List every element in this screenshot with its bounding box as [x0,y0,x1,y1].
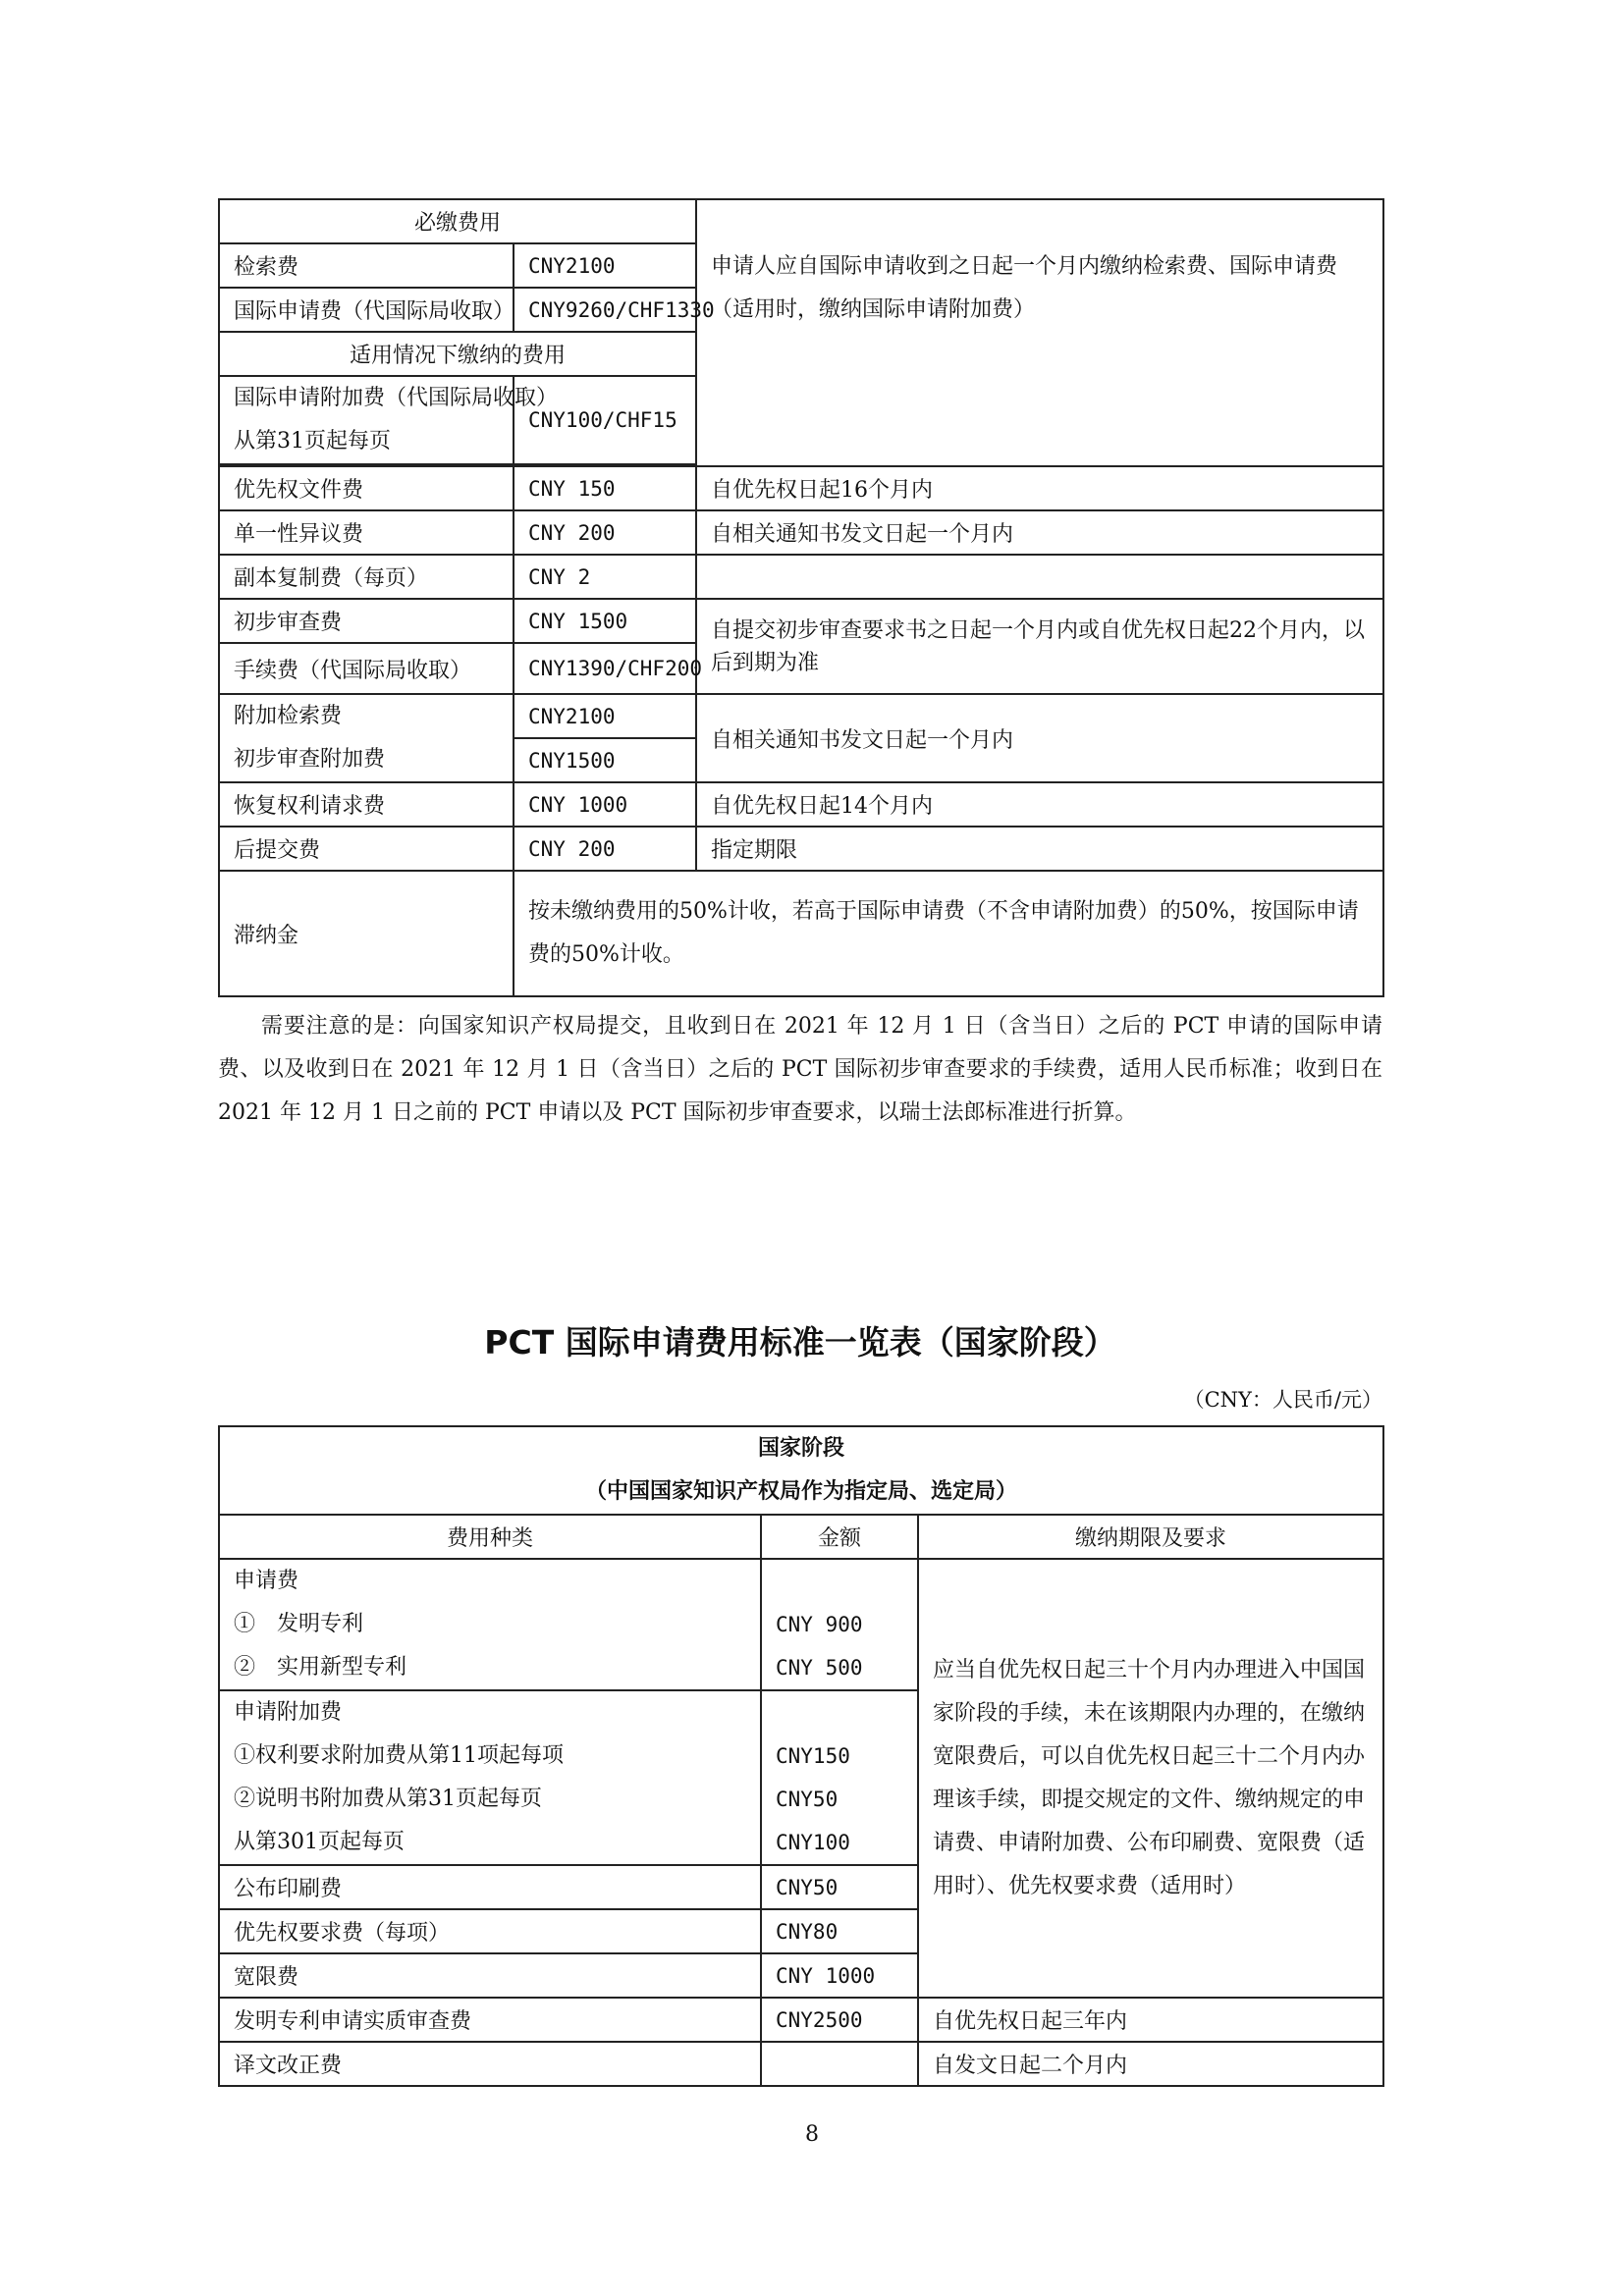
table-header-row [219,1515,1383,1559]
fee-group-title: 申请附加费 [234,1700,343,1725]
note-paragraph: 需要注意的是：向国家知识产权局提交，且收到日在 2021 年 12 月 1 日（含当日）之后的 PCT 申请的国际申请费、以及收到日在 2021 年 12 月 1 日（含当日）之后的 PCT 国际初步审查要求的手续费，适用人民币标准；收到日在 2021 年 12 月 1 日之前的 PCT 申请以及 PCT 国际初步审查要求，以瑞士法郎标准进行折算。 [218,1014,1382,1125]
fee-deadline: 自优先权日起16个月内 [696,466,1383,510]
fee-name: 检索费 [219,243,514,288]
table-row [219,871,1383,996]
fee-name: 手续费（代国际局收取） [219,643,514,694]
fee-deadline: 自发文日起二个月内 [918,2042,1383,2086]
fee-item: ① 发明专利 [234,1612,364,1636]
fee-table-international [218,198,1384,997]
fee-name-line: 初步审查附加费 [234,747,386,772]
fee-deadline: 自相关通知书发文日起一个月内 [696,510,1383,555]
required-fees-header: 必缴费用 [219,199,696,243]
fee-deadline: 指定期限 [696,827,1383,871]
fee-item-amount: CNY 900 [776,1613,863,1636]
fee-name: 滞纳金 [219,871,514,996]
table-row [219,510,1383,555]
fee-name-line: 附加检索费 [234,704,343,728]
fee-item: ②说明书附加费从第31页起每页 [234,1787,542,1811]
table-row [219,599,1383,643]
fee-amount [761,1559,918,1690]
page-number: 8 [805,2122,819,2147]
table-row [219,466,1383,510]
fee-name [219,376,559,464]
page-title: PCT 国际申请费用标准一览表（国家阶段） [484,1323,1116,1362]
fee-amount: CNY1500 [514,738,696,782]
fee-amount: CNY1390/CHF200 [514,643,696,694]
fee-amount: CNY2100 [514,694,696,738]
column-header-deadline: 缴纳期限及要求 [918,1515,1383,1559]
fee-name: 优先权文件费 [219,466,514,510]
fee-name: 单一性异议费 [219,510,514,555]
fee-name: 译文改正费 [219,2042,761,2086]
fee-name [219,1559,761,1690]
table-row [219,1426,1383,1515]
fee-name: 恢复权利请求费 [219,782,514,827]
fee-amount: CNY 150 [514,466,696,510]
fee-amount: CNY2100 [514,243,696,288]
fee-amount: CNY 2 [514,555,696,599]
fee-amount: CNY2500 [761,1998,918,2042]
fee-item-amount: CNY100 [776,1831,850,1854]
table-row [219,1559,1383,1690]
fee-name [219,1690,761,1865]
column-header-type: 费用种类 [219,1515,761,1559]
table-row [219,694,1383,738]
table-row [219,555,1383,599]
prelim-deadline: 自提交初步审查要求书之日起一个月内或自优先权日起22个月内，以后到期为准 [696,599,1383,694]
fee-table-national [218,1425,1384,2087]
fee-name: 公布印刷费 [219,1865,761,1909]
fee-name: 发明专利申请实质审查费 [219,1998,761,2042]
national-header [219,1426,1383,1515]
fee-item: ①权利要求附加费从第11项起每项 [234,1743,564,1768]
fee-name: 副本复制费（每页） [219,555,514,599]
fee-deadline: 自优先权日起三年内 [918,1998,1383,2042]
fee-amount: CNY 1000 [761,1953,918,1998]
fee-deadline: 自相关通知书发文日起一个月内 [696,694,1383,782]
table-row [219,2042,1383,2086]
fee-name: 初步审查费 [219,599,514,643]
table-row [219,1998,1383,2042]
fee-amount [761,2042,918,2086]
fee-name: 国际申请费（代国际局收取） [219,288,514,332]
table-row [219,199,1383,243]
late-fee-description: 按未缴纳费用的50%计收，若高于国际申请费（不含申请附加费）的50%，按国际申请费的50%计收。 [514,871,1383,996]
table-row [219,782,1383,827]
fee-amount: CNY100/CHF15 [514,376,696,464]
applicable-fees-header: 适用情况下缴纳的费用 [219,332,696,376]
fee-item: ② 实用新型专利 [234,1655,407,1680]
fee-item-amount: CNY50 [776,1788,839,1811]
unit-label: （CNY：人民币/元） [1183,1388,1382,1412]
fee-name [219,694,514,782]
column-header-amount: 金额 [761,1515,918,1559]
entry-deadline: 应当自优先权日起三十个月内办理进入中国国家阶段的手续，未在该期限内办理的，在缴纳宽限费后，可以自优先权日起三十二个月内办理该手续，即提交规定的文件、缴纳规定的申请费、申请附加费、公布印刷费、宽限费（适用时）、优先权要求费（适用时） [918,1559,1383,1998]
fee-deadline: 自优先权日起14个月内 [696,782,1383,827]
fee-group-title: 申请费 [234,1569,299,1593]
fee-name: 优先权要求费（每项） [219,1909,761,1953]
fee-name-line: 国际申请附加费（代国际局收取） [234,386,559,410]
fee-name-line: 从第31页起每页 [234,429,391,454]
header-line: （中国国家知识产权局作为指定局、选定局） [584,1479,1017,1504]
fee-amount: CNY9260/CHF1330 [514,288,696,332]
fee-amount: CNY50 [761,1865,918,1909]
fee-item-amount: CNY150 [776,1744,850,1768]
fee-name: 后提交费 [219,827,514,871]
fee-amount [761,1690,918,1865]
fee-name: 宽限费 [219,1953,761,1998]
fee-amount: CNY 200 [514,827,696,871]
fee-amount: CNY 200 [514,510,696,555]
table-row [219,827,1383,871]
required-deadline: 申请人应自国际申请收到之日起一个月内缴纳检索费、国际申请费（适用时，缴纳国际申请附加费） [696,199,1383,466]
fee-item-amount: CNY 500 [776,1656,863,1680]
fee-amount: CNY 1500 [514,599,696,643]
fee-item: 从第301页起每页 [234,1830,405,1854]
header-line: 国家阶段 [757,1436,844,1461]
fee-deadline [696,555,1383,599]
fee-amount: CNY 1000 [514,782,696,827]
fee-amount: CNY80 [761,1909,918,1953]
